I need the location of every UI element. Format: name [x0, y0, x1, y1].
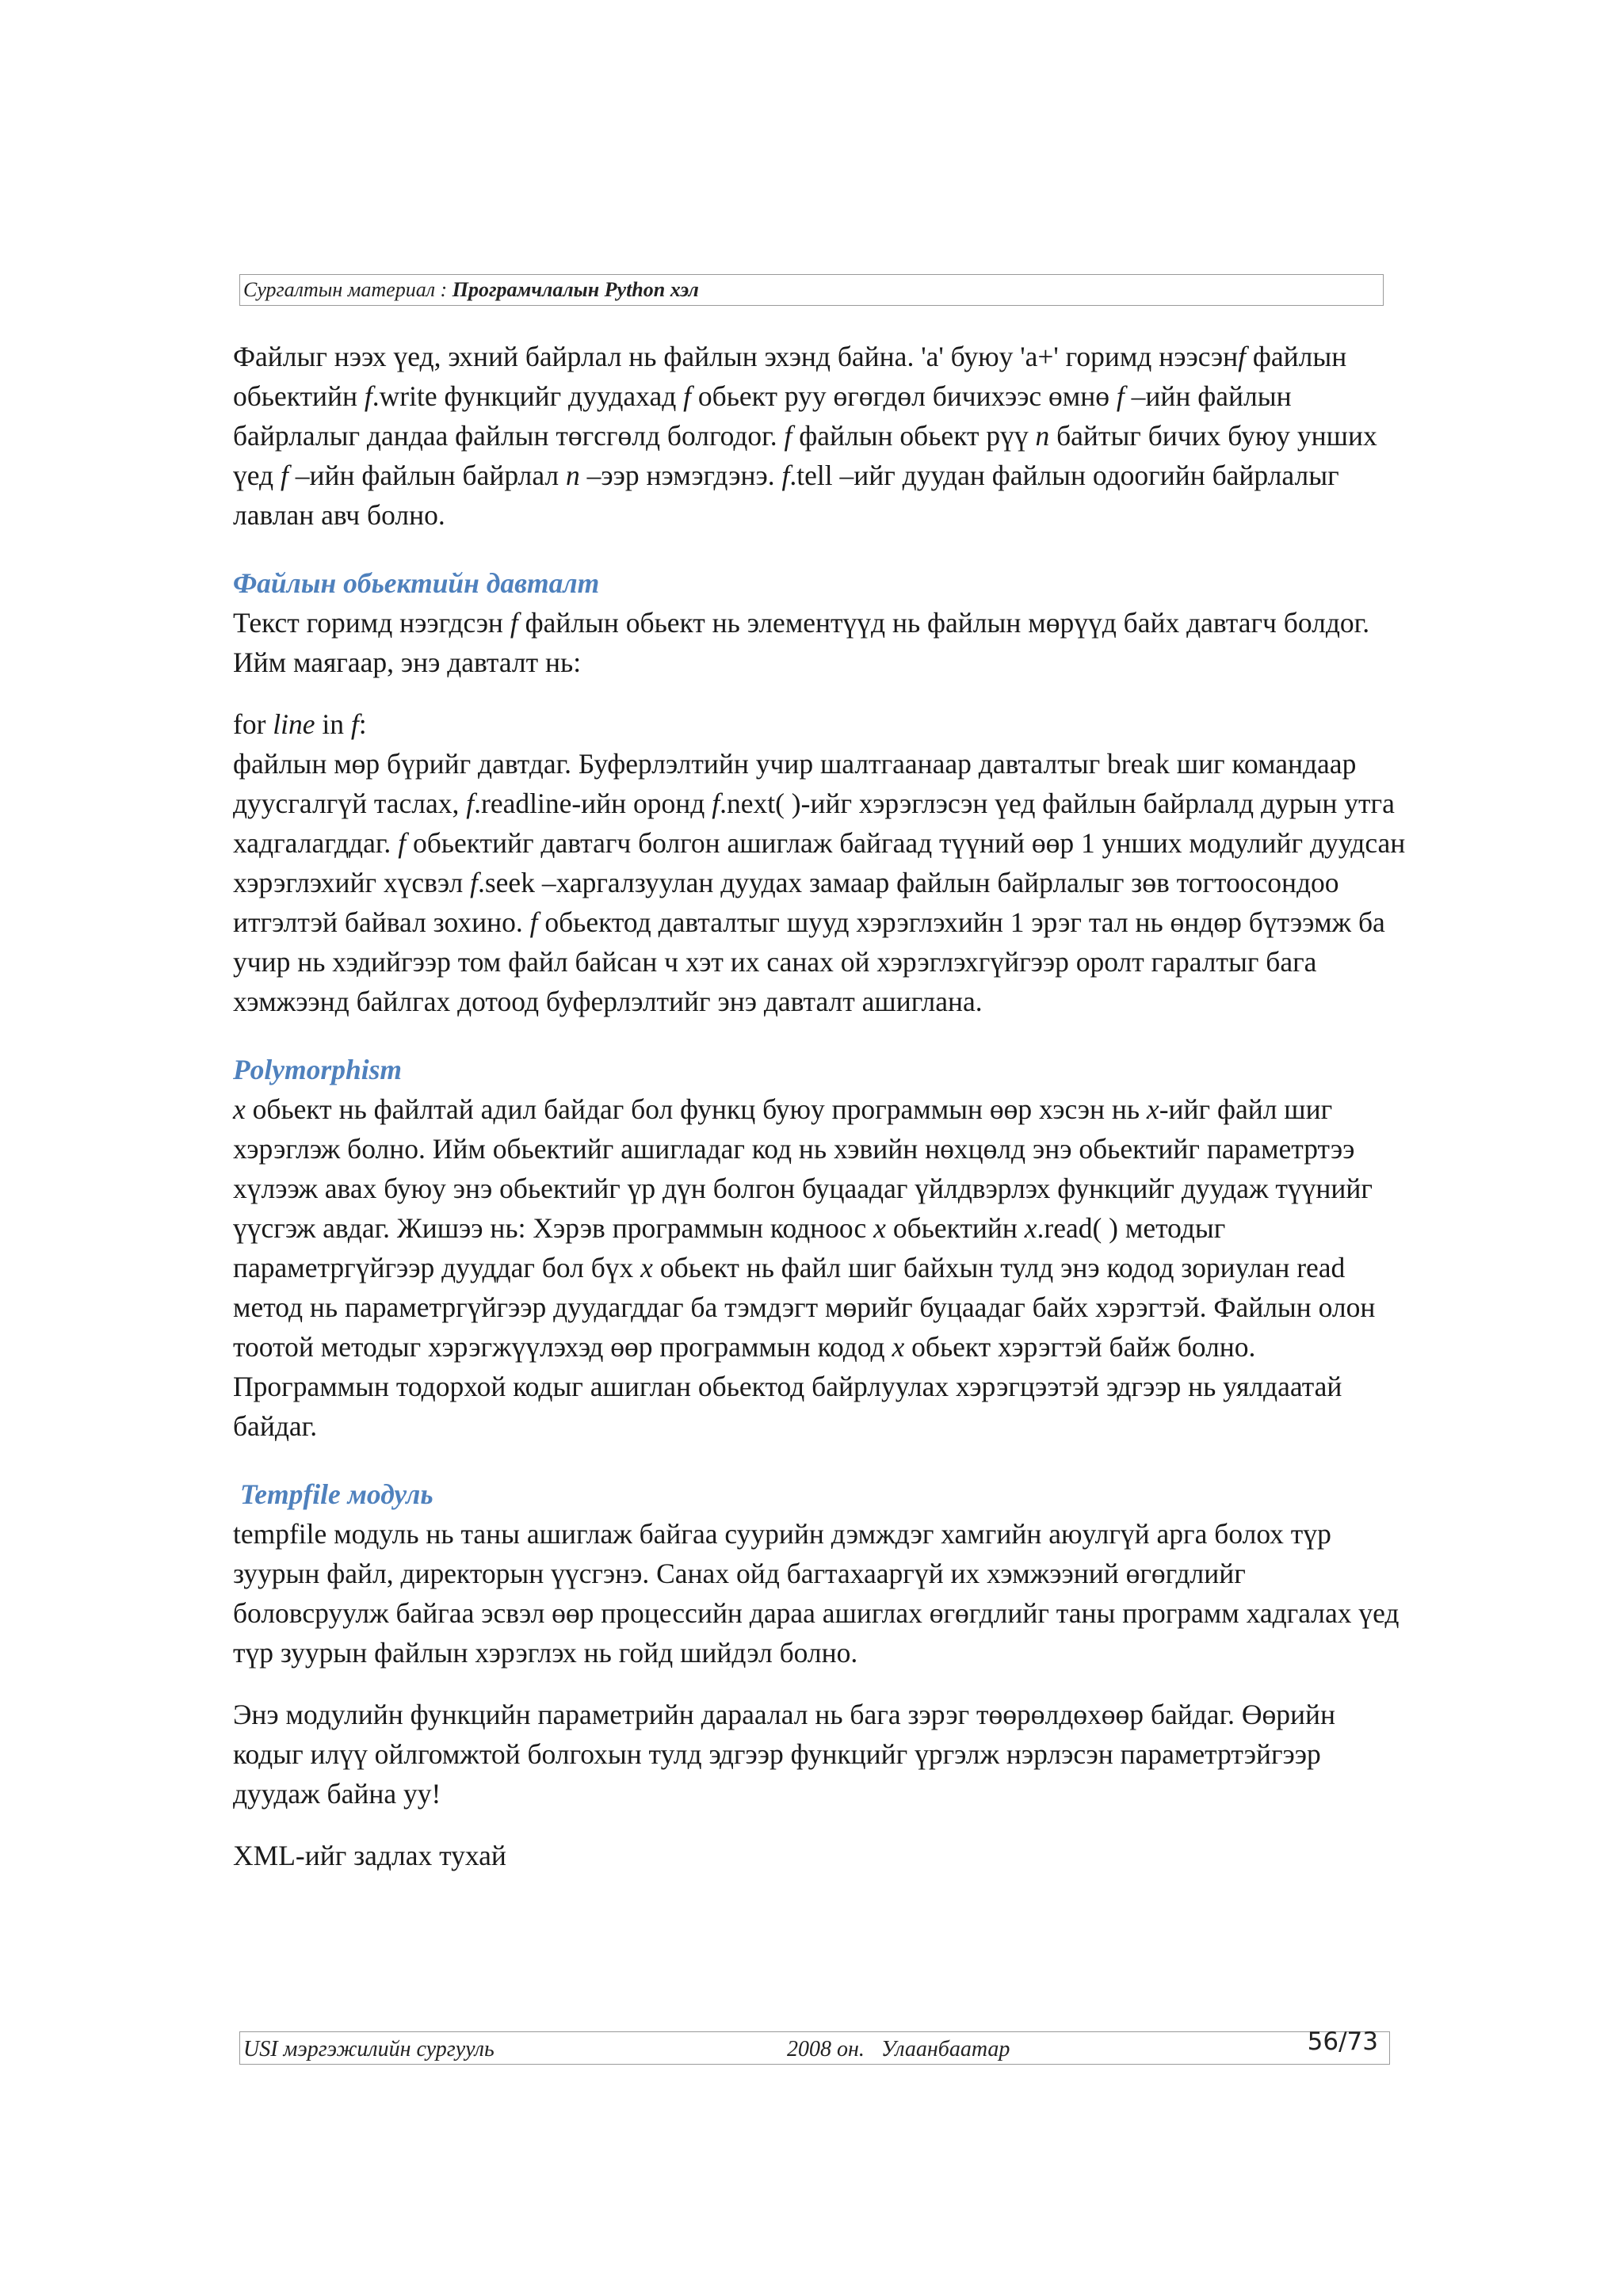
- section-heading-iteration: Файлын обьектийн давталт: [233, 567, 600, 599]
- document-body: [233, 337, 1406, 1875]
- header-prefix: Сургалтын материал :: [243, 278, 453, 301]
- paragraph-tempfile-params: Энэ модулийн функцийн параметрийн дараалал нь бага зэрэг төөрөлдөхөөр байдаг. Өөрийн кодыг илүү ойлгомжтой болгохын тулд эдгээр функцийг үргэлж нэрлэсэн параметртэйгээр дуудаж байна уу!: [233, 1699, 1336, 1810]
- page-header: [239, 274, 1384, 306]
- code-for-loop: for line in f:: [233, 708, 367, 740]
- footer-school: USI мэргэжилийн сургууль: [243, 2037, 495, 2061]
- paragraph-file-position: Файлыг нээх үед, эхний байрлал нь файлын эхэнд байна. 'a' буюу 'a+' горимд нээсэнf файлын обьектийн f.write функцийг дуудахад f обьект руу өгөгдөл бичихээс өмнө f –ийн файлын байрлалыг дандаа файлын төгсгөлд болгодог. f файлын обьект рүү n байтыг бичих буюу унших үед f –ийн файлын байрлал n –ээр нэмэгдэнэ. f.tell –ийг дуудан файлын одоогийн байрлалыг лавлан авч болно.: [233, 341, 1377, 531]
- paragraph-iteration-details: файлын мөр бүрийг давтдаг. Буферлэлтийн учир шалтгаанаар давталтыг break шиг командаар дуусгалгүй таслах, f.readline-ийн оронд f.next( )-ийг хэрэглэсэн үед файлын байрлалд дурын утга хадгалагддаг. f обьектийг давтагч болгон ашиглаж байгаад түүний өөр 1 унших модулийг дуудсан хэрэглэхийг хүсвэл f.seek –харгалзуулан дуудах замаар файлын байрлалыг зөв тогтоосондоо итгэлтэй байвал зохино. f обьектод давталтыг шууд хэрэглэхийн 1 эрэг тал нь өндөр бүтээмж ба учир нь хэдийгээр том файл байсан ч хэт их санах ой хэрэглэхгүйгээр оролт гаралтыг бага хэмжээнд байлгах дотоод буферлэлтийг энэ давталт ашиглана.: [233, 748, 1406, 1017]
- paragraph-xml-parsing: XML-ийг задлах тухай: [233, 1840, 506, 1871]
- page-number: 56/73: [1307, 2027, 1378, 2056]
- footer-place: 2008 он. Улаанбаатар: [787, 2037, 1010, 2061]
- paragraph-polymorphism: x обьект нь файлтай адил байдаг бол функц буюу программын өөр хэсэн нь x-ийг файл шиг хэрэглэж болно. Ийм обьектийг ашигладаг код нь хэвийн нөхцөлд энэ обьектийг параметртээ хүлээж авах буюу энэ обьектийг үр дүн болгон буцаадаг үйлдвэрлэх функцийг дуудаж түүнийг үүсгэж авдаг. Жишээ нь: Хэрэв программын кодноос x обьектийн x.read( ) методыг параметргүйгээр дууддаг бол бүх x обьект нь файл шиг байхын тулд энэ кодод зориулан read метод нь параметргүйгээр дуудагддаг ба тэмдэгт мөрийг буцаадаг байх хэрэгтэй. Файлын олон тоотой методыг хэрэгжүүлэхэд өөр программын кодод x обьект хэрэгтэй байж болно. Программын тодорхой кодыг ашиглан обьектод байрлуулах хэрэгцээтэй эдгээр нь уялдаатай байдаг.: [233, 1093, 1376, 1442]
- section-heading-tempfile: Tempfile модуль: [233, 1478, 433, 1510]
- section-heading-polymorphism: Polymorphism: [233, 1054, 403, 1085]
- page-footer: [239, 2027, 1390, 2065]
- paragraph-iteration-intro: Текст горимд нээгдсэн f файлын обьект нь элементүүд нь файлын мөрүүд байх давтагч болдог. Ийм маягаар, энэ давталт нь:: [233, 607, 1370, 678]
- header-title: Програмчлалын Python хэл: [452, 278, 699, 301]
- paragraph-tempfile-intro: tempfile модуль нь таны ашиглаж байгаа суурийн дэмждэг хамгийн аюулгүй арга болох түр зуурын файл, директорын үүсгэнэ. Санах ойд багтахааргүй их хэмжээний өгөгдлийг боловсруулж байгаа эсвэл өөр процессийн дараа ашиглах өгөгдлийг таны программ хадгалах үед түр зуурын файлын хэрэглэх нь гойд шийдэл болно.: [233, 1518, 1400, 1669]
